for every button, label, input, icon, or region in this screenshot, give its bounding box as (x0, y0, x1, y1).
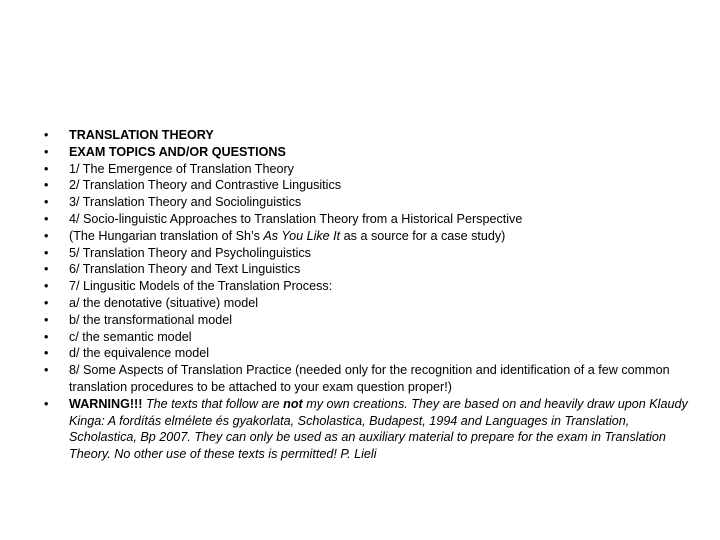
bullet: • (44, 295, 49, 310)
topic-text: 3/ Translation Theory and Sociolinguistics (69, 195, 302, 210)
list-subtitle: EXAM TOPICS AND/OR QUESTIONS (69, 144, 286, 159)
case-study-title: As You Like It (263, 228, 341, 243)
list-item (44, 194, 694, 211)
warning-text-part2: my own creations. They are based on and heavily draw upon Klaudy Kinga: A fordítás elmélete és gyakorlata, Scholastica, Budapest, 1994 and Languages in Translation, Scholastica, Bp 2007. They can only be used as an auxiliary material to prepare for the exam in Translation Theory. No other use of these texts is permitted! P. Lieli (69, 396, 688, 462)
model-text: a/ the denotative (situative) model (69, 295, 259, 310)
list-item-indented (44, 228, 694, 245)
bullet: • (44, 178, 49, 193)
bullet: • (44, 329, 49, 344)
model-text: c/ the semantic model (69, 329, 192, 344)
exam-topics-list (44, 127, 694, 463)
bullet: • (44, 279, 49, 294)
bullet: • (44, 211, 49, 226)
bullet: • (44, 312, 49, 327)
topic-text: 1/ The Emergence of Translation Theory (69, 161, 294, 176)
bullet: • (44, 195, 49, 210)
topic-text: 5/ Translation Theory and Psycholinguistics (69, 245, 311, 260)
topic-text: 2/ Translation Theory and Contrastive Lingusitics (69, 178, 342, 193)
list-item (44, 278, 694, 295)
list-item (44, 245, 694, 262)
list-item-indented (44, 329, 694, 346)
list-item-indented (44, 345, 694, 362)
model-text: b/ the transformational model (69, 312, 233, 327)
bullet: • (44, 161, 49, 176)
case-study-pre: (The Hungarian translation of Sh’s (69, 228, 264, 243)
list-item-indented (44, 312, 694, 329)
bullet: • (44, 245, 49, 260)
list-title: TRANSLATION THEORY (69, 128, 214, 142)
case-study-post: as a source for a case study) (340, 228, 506, 243)
topic-text: 4/ Socio-linguistic Approaches to Translation Theory from a Historical Perspective (69, 211, 523, 226)
warning-emphasis: not (283, 396, 303, 411)
topic-text: 6/ Translation Theory and Text Linguistics (69, 262, 301, 277)
topic-text: 8/ Some Aspects of Translation Practice (needed only for the recognition and identification of a few common translation procedures to be attached to your exam question proper!) (69, 363, 670, 394)
warning-text-part1: The texts that follow are (142, 396, 284, 411)
bullet: • (44, 128, 49, 142)
bullet: • (44, 363, 49, 378)
list-item-title (44, 127, 694, 144)
model-text: d/ the equivalence model (69, 346, 210, 361)
bullet: • (44, 396, 49, 411)
list-item-warning (44, 396, 694, 463)
bullet: • (44, 228, 49, 243)
topic-text: 7/ Lingusitic Models of the Translation Process: (69, 279, 333, 294)
warning-label: WARNING!!! (69, 396, 143, 411)
bullet: • (44, 346, 49, 361)
list-item (44, 362, 694, 396)
list-item (44, 211, 694, 228)
bullet: • (44, 144, 49, 159)
list-item (44, 261, 694, 278)
list-item (44, 161, 694, 178)
list-item-indented (44, 295, 694, 312)
bullet: • (44, 262, 49, 277)
list-item (44, 177, 694, 194)
list-item-subtitle (44, 144, 694, 161)
